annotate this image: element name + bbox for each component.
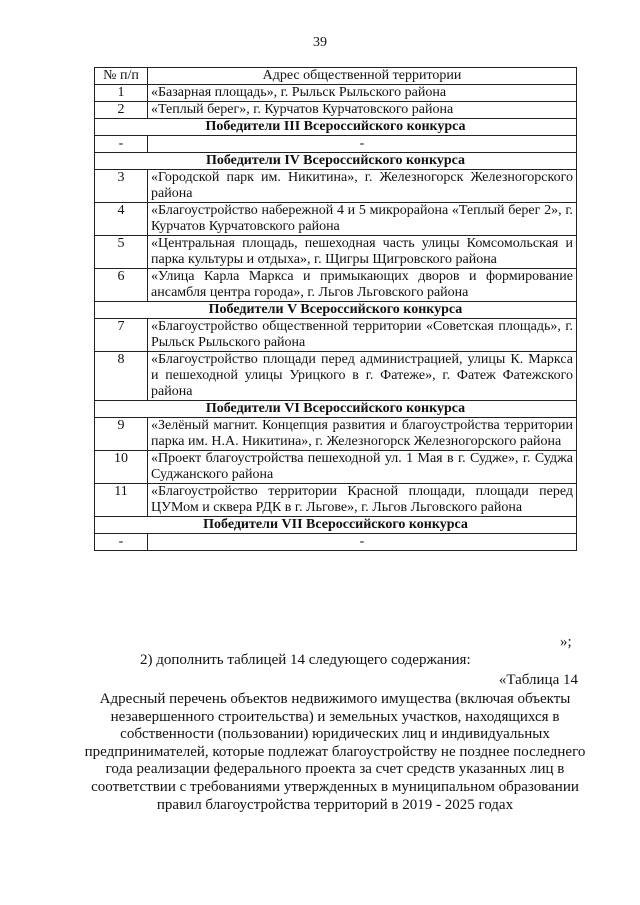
row-number: 4 <box>95 203 148 236</box>
closing-quote: »; <box>560 634 572 650</box>
row-number: 7 <box>95 319 148 352</box>
row-number: - <box>95 136 148 153</box>
header-number: № п/п <box>95 68 148 85</box>
row-number: 11 <box>95 484 148 517</box>
row-number: 10 <box>95 451 148 484</box>
group-heading-row <box>95 119 577 136</box>
row-address: «Центральная площадь, пешеходная часть улицы Комсомольская и парка культуры и отдыха», г. Щигры Щигровского района <box>148 236 577 269</box>
group-heading: Победители VI Всероссийского конкурса <box>95 401 577 418</box>
group-heading-row <box>95 401 577 418</box>
table-row <box>95 451 577 484</box>
table-row <box>95 236 577 269</box>
amendment-paragraph: 2) дополнить таблицей 14 следующего содержания: <box>140 652 471 668</box>
table-row <box>95 102 577 119</box>
table-14-title: Адресный перечень объектов недвижимого имущества (включая объекты незавершенного строительства) и земельных участков, находящихся в собственности (пользовании) юридических лиц и индивидуальных предпринимателей, которые подлежат благоустройству не позднее последнего года реализации федерального проекта за счет средств указанных лиц в соответствии с требованиями утвержденных в муниципальном образовании правил благоустройства территорий в 2019 - 2025 годах <box>84 691 586 813</box>
row-address: - <box>148 136 577 153</box>
row-address: «Благоустройство набережной 4 и 5 микрорайона «Теплый берег 2», г. Курчатов Курчатовского района <box>148 203 577 236</box>
row-address: «Базарная площадь», г. Рыльск Рыльского района <box>148 85 577 102</box>
row-address: «Улица Карла Маркса и примыкающих дворов и формирование ансамбля центра города», г. Льгов Льговского района <box>148 269 577 302</box>
table-body <box>95 85 577 551</box>
row-number: 3 <box>95 170 148 203</box>
row-number: 9 <box>95 418 148 451</box>
table-header-row <box>95 68 577 85</box>
group-heading-row <box>95 517 577 534</box>
row-number: 5 <box>95 236 148 269</box>
table-row <box>95 269 577 302</box>
table-row <box>95 85 577 102</box>
row-address: - <box>148 534 577 551</box>
table-row <box>95 203 577 236</box>
group-heading: Победители VII Всероссийского конкурса <box>95 517 577 534</box>
row-address: «Городской парк им. Никитина», г. Железногорск Железногорского района <box>148 170 577 203</box>
header-address: Адрес общественной территории <box>148 68 577 85</box>
group-heading: Победители IV Всероссийского конкурса <box>95 153 577 170</box>
table-row <box>95 418 577 451</box>
row-address: «Зелёный магнит. Концепция развития и благоустройства территории парка им. Н.А. Никитина», г. Железногорск Железногорского района <box>148 418 577 451</box>
page-number: 39 <box>313 35 327 50</box>
group-heading: Победители III Всероссийского конкурса <box>95 119 577 136</box>
row-number: 8 <box>95 352 148 401</box>
table-row <box>95 352 577 401</box>
row-address: «Теплый берег», г. Курчатов Курчатовского района <box>148 102 577 119</box>
row-number: 2 <box>95 102 148 119</box>
table-row <box>95 170 577 203</box>
group-heading: Победители V Всероссийского конкурса <box>95 302 577 319</box>
table-row <box>95 534 577 551</box>
table-row <box>95 136 577 153</box>
row-address: «Благоустройство площади перед администрацией, улицы К. Маркса и пешеходной улицы Урицкого в г. Фатеже», г. Фатеж Фатежского района <box>148 352 577 401</box>
address-table <box>94 67 577 551</box>
row-address: «Проект благоустройства пешеходной ул. 1 Мая в г. Судже», г. Суджа Суджанского района <box>148 451 577 484</box>
table-label: «Таблица 14 <box>498 672 578 688</box>
row-number: 1 <box>95 85 148 102</box>
group-heading-row <box>95 302 577 319</box>
row-number: 6 <box>95 269 148 302</box>
row-address: «Благоустройство территории Красной площади, площади перед ЦУМом и сквера РДК в г. Льгове», г. Льгов Льговского района <box>148 484 577 517</box>
group-heading-row <box>95 153 577 170</box>
row-address: «Благоустройство общественной территории «Советская площадь», г. Рыльск Рыльского района <box>148 319 577 352</box>
table-row <box>95 319 577 352</box>
table-row <box>95 484 577 517</box>
row-number: - <box>95 534 148 551</box>
